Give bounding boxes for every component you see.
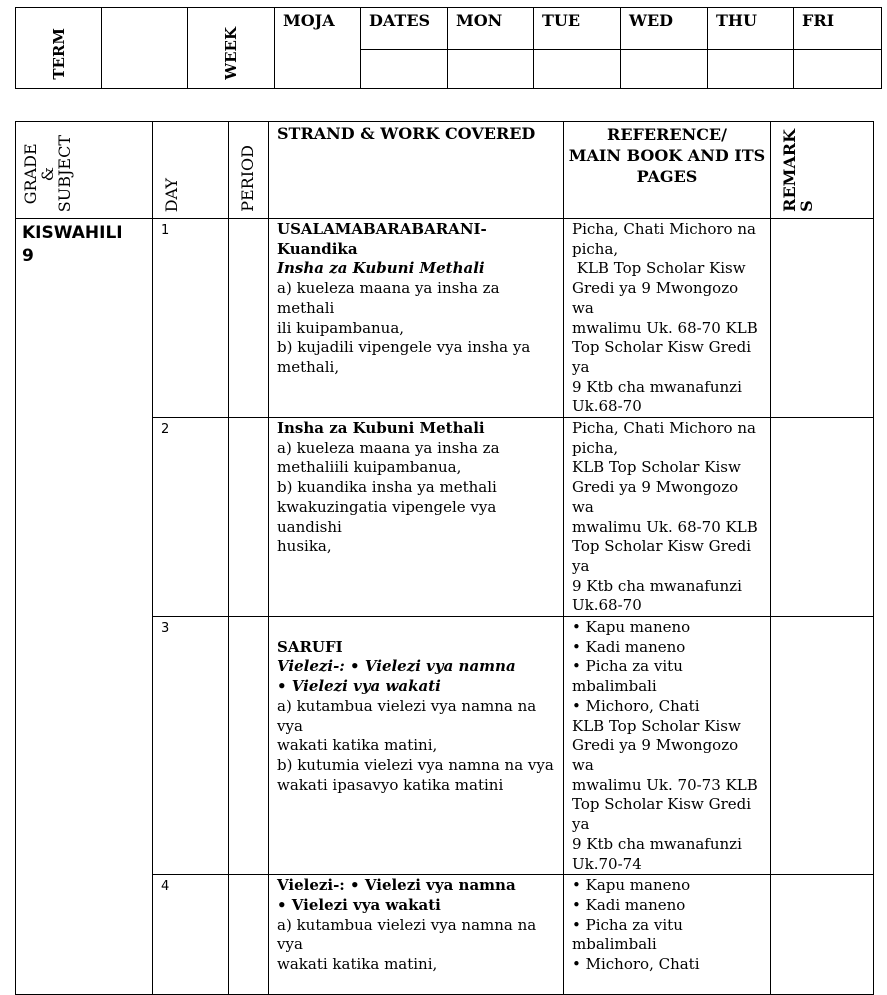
term-value-cell[interactable] — [102, 8, 188, 89]
reference-line: Gredi ya 9 Mwongozo wa — [572, 736, 739, 774]
remarks-cell[interactable] — [771, 418, 874, 617]
reference-line: • Picha za vitu mbalimbali — [572, 657, 683, 696]
objective-line: ili kuipambanua, — [277, 318, 405, 337]
period-cell[interactable] — [229, 219, 269, 418]
objective-line: a) kueleza maana ya insha za — [277, 438, 500, 457]
reference-line: 9 Ktb cha mwanafunzi — [572, 576, 742, 595]
reference-line: mwalimu Uk. 68-70 KLB — [572, 318, 758, 337]
reference-line: • Picha za vitu mbalimbali — [572, 915, 683, 954]
reference-line: KLB Top Scholar Kisw — [572, 458, 741, 477]
dates-value-cell[interactable] — [361, 50, 448, 89]
wed-value-cell[interactable] — [621, 50, 708, 89]
mon-value-cell[interactable] — [448, 50, 534, 89]
reference-line: mwalimu Uk. 68-70 KLB — [572, 517, 758, 536]
objective-line: a) kutambua vielezi vya namna na vya — [277, 696, 537, 735]
strand-title: USALAMABARABARANI-Kuandika — [277, 220, 487, 258]
reference-line: Gredi ya 9 Mwongozo wa — [572, 279, 739, 317]
period-cell[interactable] — [229, 617, 269, 875]
strand-title: Insha za Kubuni Methali — [277, 419, 485, 438]
work-covered-cell — [269, 617, 564, 875]
reference-line: • Kadi maneno — [572, 895, 686, 914]
objective-line: wakati katika matini, — [277, 736, 438, 755]
reference-header: REFERENCE/ MAIN BOOK AND ITS PAGES — [564, 122, 771, 219]
term-label-cell — [16, 8, 102, 89]
reference-cell — [564, 418, 771, 617]
term-week-table — [15, 7, 882, 89]
day-number: 3 — [153, 617, 229, 875]
day-label-thu: THU — [708, 8, 794, 50]
reference-line: Gredi ya 9 Mwongozo wa — [572, 478, 739, 516]
reference-line: • Kapu maneno — [572, 618, 691, 637]
period-header-text: PERIOD — [238, 145, 257, 212]
reference-line: Uk.68-70 — [572, 397, 642, 416]
tue-value-cell[interactable] — [534, 50, 621, 89]
reference-cell — [564, 219, 771, 418]
reference-line: Uk.70-74 — [572, 854, 642, 873]
reference-cell — [564, 617, 771, 875]
remarks-cell[interactable] — [771, 617, 874, 875]
scheme-of-work-table — [15, 121, 874, 995]
table-row — [16, 219, 874, 418]
objective-line: b) kuandika insha ya methali — [277, 478, 497, 497]
grade-subject-header — [16, 122, 153, 219]
topic-line: • Vielezi vya wakati — [277, 895, 441, 914]
blank-line — [277, 618, 557, 638]
dates-label: DATES — [361, 8, 448, 50]
reference-line: 9 Ktb cha mwanafunzi — [572, 377, 742, 396]
objective-line: kwakuzingatia vipengele vya uandishi — [277, 497, 497, 536]
day-number: 1 — [153, 219, 229, 418]
strand-title: SARUFI — [277, 637, 343, 656]
day-label-mon: MON — [448, 8, 534, 50]
work-covered-cell — [269, 219, 564, 418]
reference-line: picha, — [572, 239, 619, 258]
remarks-cell[interactable] — [771, 875, 874, 995]
topic-line: • Vielezi vya wakati — [277, 677, 441, 696]
term-label: TERM — [49, 28, 68, 80]
subject-name: KISWAHILI 9 — [22, 223, 123, 266]
day-label-wed: WED — [621, 8, 708, 50]
reference-line: mwalimu Uk. 70-73 KLB — [572, 775, 758, 794]
strand-header: STRAND & WORK COVERED — [269, 122, 564, 219]
day-label-fri: FRI — [794, 8, 882, 50]
objective-line: husika, — [277, 537, 332, 556]
fri-value-cell[interactable] — [794, 50, 882, 89]
reference-line: • Michoro, Chati — [572, 696, 700, 715]
reference-line: 9 Ktb cha mwanafunzi — [572, 834, 742, 853]
reference-line: KLB Top Scholar Kisw — [572, 259, 746, 278]
reference-line: • Kapu maneno — [572, 876, 691, 895]
topic-line: Vielezi-: • Vielezi vya namna — [277, 876, 516, 895]
reference-line: KLB Top Scholar Kisw — [572, 716, 741, 735]
objective-line: b) kutumia vielezi vya namna na vya — [277, 755, 554, 774]
reference-line: Picha, Chati Michoro na — [572, 220, 756, 238]
objective-line: wakati ipasavyo katika matini — [277, 775, 504, 794]
day-header-text: DAY — [162, 177, 181, 212]
objective-line: methaliili kuipambanua, — [277, 458, 462, 477]
subject-cell — [16, 219, 153, 995]
week-label: WEEK — [222, 27, 240, 80]
period-header — [229, 122, 269, 219]
table-header-row — [16, 122, 874, 219]
work-covered-cell — [269, 875, 564, 995]
period-cell[interactable] — [229, 418, 269, 617]
reference-line: picha, — [572, 438, 619, 457]
thu-value-cell[interactable] — [708, 50, 794, 89]
remarks-header — [771, 122, 874, 219]
grade-subject-header-text: GRADE & SUBJECT — [21, 134, 74, 212]
reference-line: Uk.68-70 — [572, 596, 642, 615]
day-number: 4 — [153, 875, 229, 995]
reference-cell — [564, 875, 771, 995]
day-header — [153, 122, 229, 219]
objective-line: methali, — [277, 357, 340, 376]
moja-label: MOJA — [275, 8, 361, 89]
objective-line: a) kueleza maana ya insha za methali — [277, 279, 500, 317]
topic-line: Vielezi-: • Vielezi vya namna — [277, 657, 516, 676]
objective-line: a) kutambua vielezi vya namna na vya — [277, 915, 537, 954]
remarks-cell[interactable] — [771, 219, 874, 418]
objective-line: wakati katika matini, — [277, 955, 438, 974]
reference-line: Picha, Chati Michoro na — [572, 419, 756, 438]
reference-line: • Kadi maneno — [572, 637, 686, 656]
reference-line: Top Scholar Kisw Gredi ya — [572, 795, 752, 834]
reference-line: Top Scholar Kisw Gredi ya — [572, 338, 752, 376]
day-label-tue: TUE — [534, 8, 621, 50]
reference-line: Top Scholar Kisw Gredi ya — [572, 537, 752, 575]
topic-title: Insha za Kubuni Methali — [277, 259, 485, 278]
period-cell[interactable] — [229, 875, 269, 995]
week-label-cell — [188, 8, 275, 89]
reference-line: • Michoro, Chati — [572, 955, 700, 974]
day-number: 2 — [153, 418, 229, 617]
objective-line: b) kujadili vipengele vya insha ya — [277, 338, 531, 357]
work-covered-cell — [269, 418, 564, 617]
remarks-header-text: REMARK S — [780, 129, 816, 212]
